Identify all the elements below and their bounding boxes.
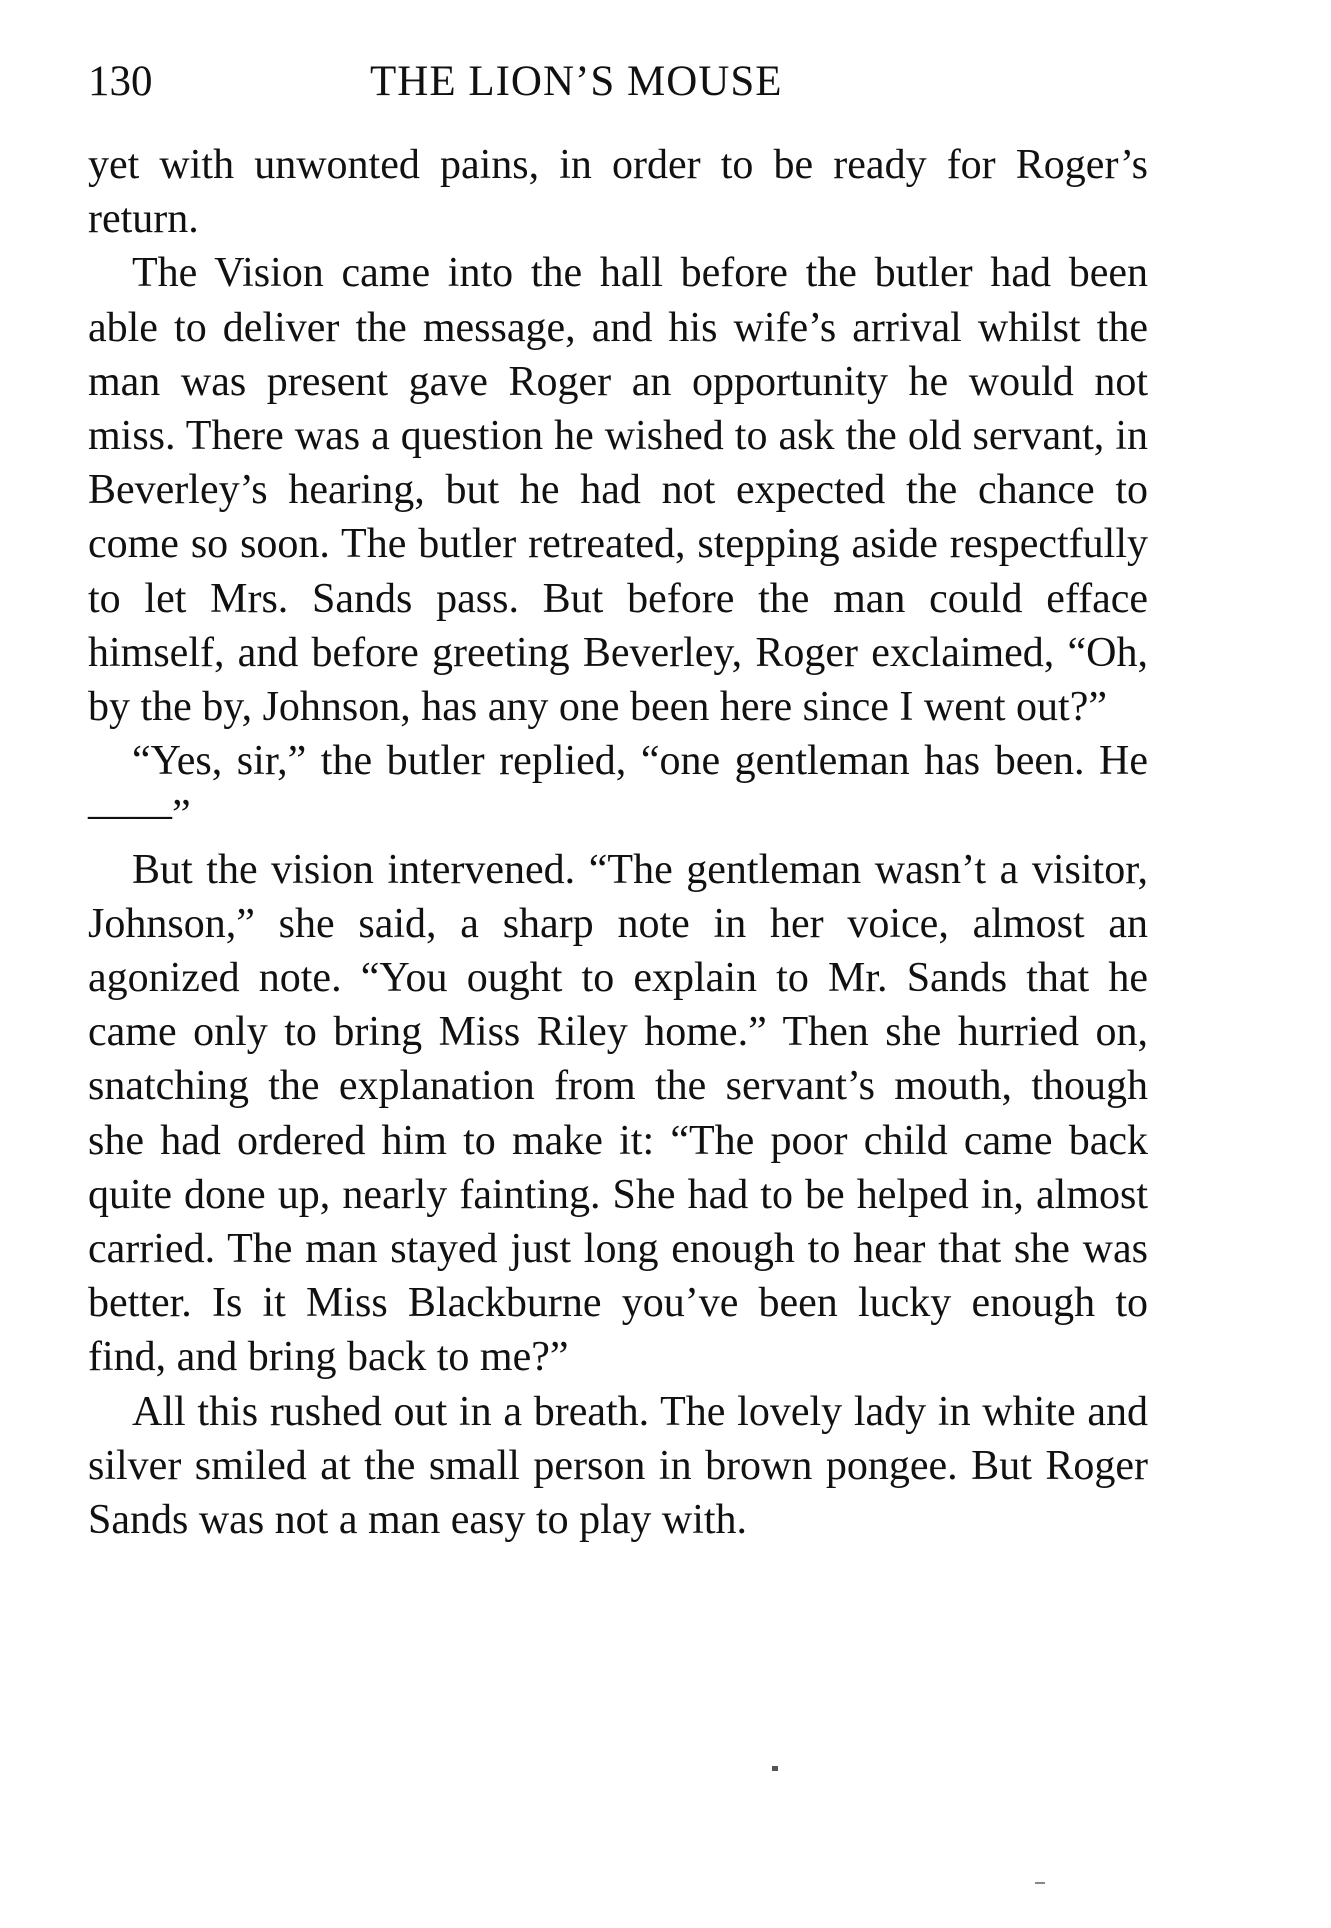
paragraph: The Vision came into the hall before the butler had been able to deliver the message, and his wife’s arrival whilst the man was present gave Roger an opportunity he would not miss. There was a question he wished to ask the old servant, in Beverley’s hearing, but he had not expected the chance to come so soon. The butler retreated, stepping aside respectfully to let Mrs. Sands pass. But before the man could efface himself, and before greeting Beverley, Roger exclaimed, “Oh, by the by, Johnson, has any one been here since I went out?” xyxy=(88,250,1148,731)
paragraph: All this rushed out in a breath. The lovely lady in white and silver smiled at the small person in brown pongee. But Roger Sands was not a man easy to play with. xyxy=(88,1388,1148,1544)
page-number: 130 xyxy=(88,58,153,105)
paragraph: “Yes, sir,” the butler replied, “one gentleman has been. He——” xyxy=(88,738,1148,839)
body-text xyxy=(88,138,1148,1547)
running-title: THE LION’S MOUSE xyxy=(370,58,783,105)
page-header xyxy=(88,52,1148,112)
ink-speck xyxy=(1035,1882,1045,1884)
ink-speck xyxy=(772,1766,778,1771)
paragraph-continuation: yet with unwonted pains, in order to be ready for Roger’s return. xyxy=(88,142,1148,243)
paragraph: But the vision intervened. “The gentleman wasn’t a visitor, Johnson,” she said, a sharp note in her voice, almost an agonized note. “You ought to explain to Mr. Sands that he came only to bring Miss Riley home.” Then she hurried on, snatching the explanation from the servant’s mouth, though she had ordered him to make it: “The poor child came back quite done up, nearly fainting. She had to be helped in, almost carried. The man stayed just long enough to hear that she was better. Is it Miss Blackburne you’ve been lucky enough to find, and bring back to me?” xyxy=(88,846,1148,1381)
